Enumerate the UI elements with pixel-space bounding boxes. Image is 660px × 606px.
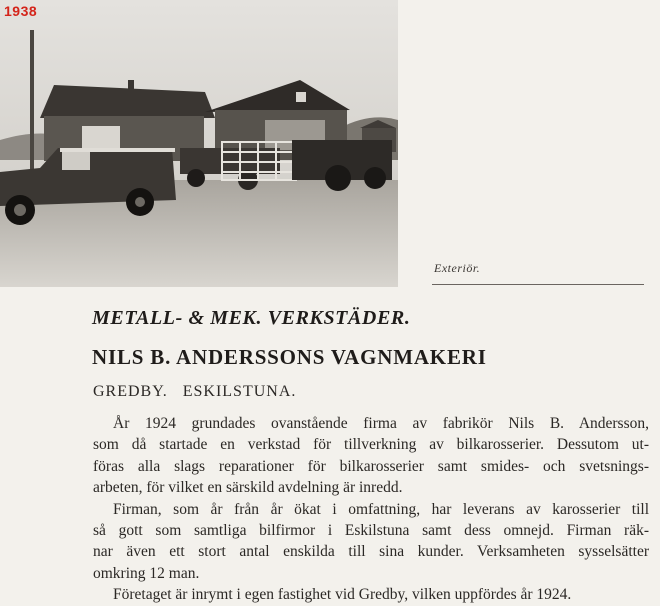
location-place: GREDBY. xyxy=(93,383,168,400)
caption-divider xyxy=(432,284,644,285)
photo-caption: Exteriör. xyxy=(434,261,481,275)
body-line: Företaget är inrymt i egen fastighet vid Gredby, vilken uppfördes år 1924. xyxy=(113,586,572,604)
body-line: så gott som samtliga bilfirmor i Eskilstuna samt dess omnejd. Firman räk- xyxy=(93,522,649,540)
body-line: arbeten, för vilket en särskild avdelning är inredd. xyxy=(93,479,403,497)
year-tag: 1938 xyxy=(4,3,38,19)
body-line: nar även ett stort antal enskilda till sina kunder. Verksamheten sysselsätter xyxy=(93,543,649,561)
body-line: År 1924 grundades ovanstående firma av fabrikör Nils B. Andersson, xyxy=(113,415,649,432)
company-location xyxy=(93,383,296,401)
exterior-photo xyxy=(0,0,398,287)
exterior-photo-illustration xyxy=(0,0,398,287)
body-line: Firman, som år från år ökat i omfattning, har leverans av karosserier till xyxy=(113,500,649,518)
body-line: omkring 12 man. xyxy=(93,564,200,582)
section-heading: METALL- & MEK. VERKSTÄDER. xyxy=(92,307,411,329)
body-line: föras alla slags reparationer för bilkarosserier samt smides- och svetsnings- xyxy=(93,457,649,475)
body-line: som då startade en verkstad för tillverkning av bilkarosserier. Dessutom ut- xyxy=(93,436,649,454)
company-name: NILS B. ANDERSSONS VAGNMAKERI xyxy=(92,345,487,369)
location-city: ESKILSTUNA. xyxy=(182,383,297,400)
article-body xyxy=(93,413,649,606)
